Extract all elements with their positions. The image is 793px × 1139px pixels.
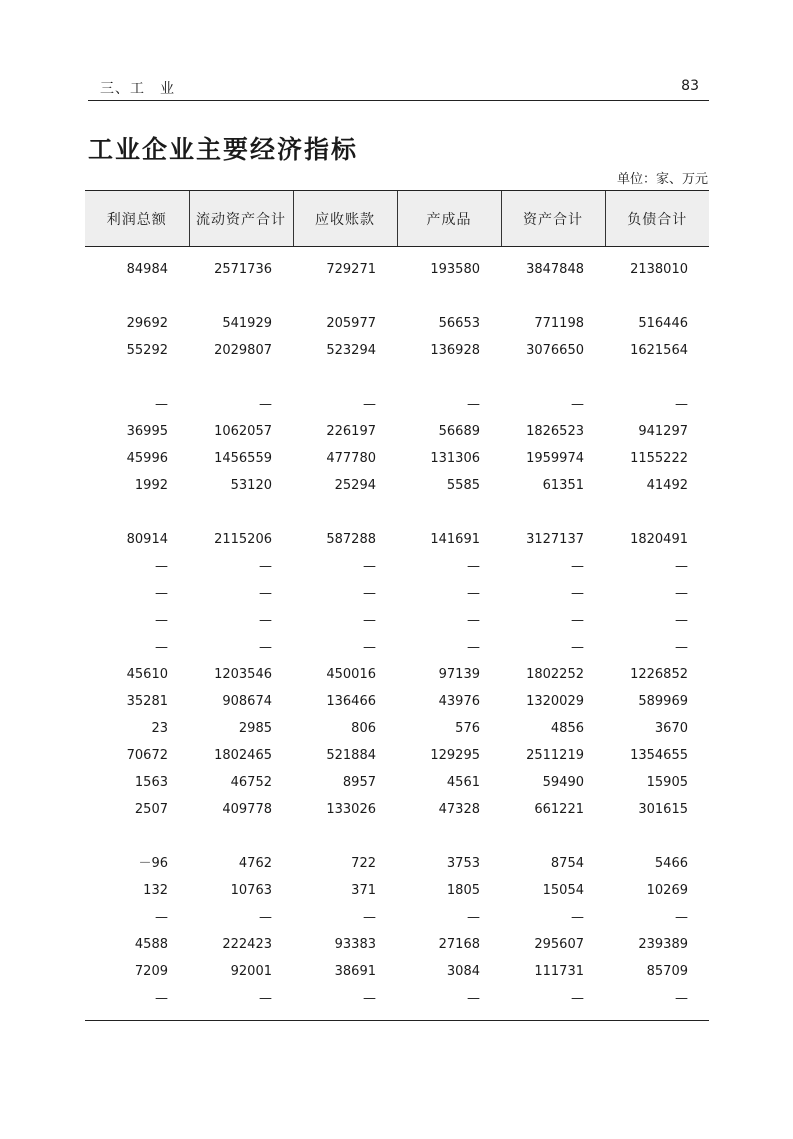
table-cell: —: [467, 559, 480, 574]
table-cell: —: [259, 613, 272, 628]
table-cell: —: [155, 559, 168, 574]
table-cell: 295607: [534, 937, 584, 952]
table-cell: —: [467, 910, 480, 925]
table-cell: 2115206: [214, 532, 272, 547]
table-cell: 7209: [134, 964, 168, 979]
table-header-row: [85, 191, 709, 247]
table-cell: 523294: [326, 343, 376, 358]
table-row: [85, 958, 709, 985]
table-cell: —: [363, 559, 376, 574]
table-cell: —: [155, 991, 168, 1006]
table-row: [85, 904, 709, 931]
table-cell: 1959974: [526, 451, 584, 466]
table-cell: 2029807: [214, 343, 272, 358]
table-cell: 59490: [542, 775, 584, 790]
table-cell: 53120: [230, 478, 272, 493]
table-row: [85, 526, 709, 553]
table-cell: —: [467, 586, 480, 601]
table-cell: 1456559: [214, 451, 272, 466]
table-cell: 301615: [638, 802, 688, 817]
table-cell: 47328: [438, 802, 480, 817]
table-cell: 4588: [134, 937, 168, 952]
table-cell: 1802252: [526, 667, 584, 682]
table-cell: —: [259, 586, 272, 601]
table-cell: 1320029: [526, 694, 584, 709]
table-cell: —: [363, 910, 376, 925]
table-cell: 15905: [646, 775, 688, 790]
table-cell: 15054: [542, 883, 584, 898]
table-cell: —: [259, 640, 272, 655]
table-cell: 516446: [638, 316, 688, 331]
table-cell: —: [571, 559, 584, 574]
table-cell: 2511219: [526, 748, 584, 763]
table-cell: 2571736: [214, 262, 272, 277]
table-row: [85, 931, 709, 958]
table-cell: 3127137: [526, 532, 584, 547]
table-row: [85, 607, 709, 634]
table-cell: 729271: [326, 262, 376, 277]
table-spacer-row: [85, 823, 709, 850]
table-cell: —: [363, 397, 376, 412]
table-cell: 521884: [326, 748, 376, 763]
table-cell: 132: [143, 883, 168, 898]
table-cell: 84984: [126, 262, 168, 277]
table-cell: 41492: [646, 478, 688, 493]
table-spacer-row: [85, 499, 709, 526]
page-number: 83: [681, 78, 699, 94]
table-cell: 36995: [126, 424, 168, 439]
spacer-cell: [85, 283, 709, 310]
table-row: [85, 247, 709, 284]
table-cell: 5466: [654, 856, 688, 871]
table-cell: —: [571, 397, 584, 412]
table-cell: 222423: [222, 937, 272, 952]
table-cell: 4856: [550, 721, 584, 736]
table-row: [85, 472, 709, 499]
table-cell: 806: [351, 721, 376, 736]
table-cell: 771198: [534, 316, 584, 331]
table-cell: —: [155, 586, 168, 601]
table-row: [85, 391, 709, 418]
table-cell: —: [363, 586, 376, 601]
table-cell: 56653: [438, 316, 480, 331]
table-cell: 4561: [446, 775, 480, 790]
table-cell: 3847848: [526, 262, 584, 277]
spacer-cell: [85, 364, 709, 391]
indicator-table: [85, 190, 709, 1012]
table-cell: —: [675, 910, 688, 925]
table-cell: 2507: [134, 802, 168, 817]
table-cell: 1203546: [214, 667, 272, 682]
table-row: [85, 985, 709, 1012]
table-cell: 43976: [438, 694, 480, 709]
table-cell: —: [155, 910, 168, 925]
table-cell: —: [467, 640, 480, 655]
table-cell: 3076650: [526, 343, 584, 358]
column-header-total-profit: 利润总额: [85, 191, 189, 247]
table-cell: —: [259, 397, 272, 412]
table-cell: —: [363, 991, 376, 1006]
table-cell: 193580: [430, 262, 480, 277]
table-cell: 93383: [334, 937, 376, 952]
table-cell: —: [675, 559, 688, 574]
table-cell: 45610: [126, 667, 168, 682]
table-cell: 661221: [534, 802, 584, 817]
table-cell: 1820491: [630, 532, 688, 547]
table-header: [85, 191, 709, 247]
table-cell: 8754: [550, 856, 584, 871]
running-header: [88, 76, 709, 101]
table-cell: 1563: [134, 775, 168, 790]
table-cell: 133026: [326, 802, 376, 817]
table-cell: 45996: [126, 451, 168, 466]
table-cell: 450016: [326, 667, 376, 682]
table-cell: 371: [351, 883, 376, 898]
indicator-table-wrapper: [85, 190, 709, 1012]
table-cell: —: [675, 640, 688, 655]
table-spacer-row: [85, 283, 709, 310]
table-cell: 4762: [238, 856, 272, 871]
table-cell: —: [675, 586, 688, 601]
table-cell: 1805: [446, 883, 480, 898]
table-row: [85, 553, 709, 580]
table-cell: 2138010: [630, 262, 688, 277]
table-spacer-row: [85, 364, 709, 391]
table-cell: 908674: [222, 694, 272, 709]
column-header-accounts-receivable: 应收账款: [293, 191, 397, 247]
table-cell: —: [467, 613, 480, 628]
table-cell: 35281: [126, 694, 168, 709]
table-cell: 8957: [342, 775, 376, 790]
table-row: [85, 661, 709, 688]
table-cell: 92001: [230, 964, 272, 979]
table-cell: －96: [138, 856, 168, 871]
table-cell: —: [675, 397, 688, 412]
table-row: [85, 418, 709, 445]
table-cell: 1062057: [214, 424, 272, 439]
table-body: [85, 247, 709, 1013]
table-cell: 136466: [326, 694, 376, 709]
table-row: [85, 796, 709, 823]
table-cell: 541929: [222, 316, 272, 331]
spacer-cell: [85, 823, 709, 850]
table-cell: 1354655: [630, 748, 688, 763]
table-cell: 5585: [446, 478, 480, 493]
table-cell: 589969: [638, 694, 688, 709]
spacer-cell: [85, 499, 709, 526]
table-cell: 61351: [542, 478, 584, 493]
table-cell: 226197: [326, 424, 376, 439]
table-cell: 3084: [446, 964, 480, 979]
section-label: 三、工 业: [100, 81, 175, 97]
table-row: [85, 877, 709, 904]
table-cell: 10269: [646, 883, 688, 898]
table-cell: 10763: [230, 883, 272, 898]
table-cell: 239389: [638, 937, 688, 952]
table-row: [85, 337, 709, 364]
table-cell: 29692: [126, 316, 168, 331]
table-cell: 1992: [134, 478, 168, 493]
table-cell: 141691: [430, 532, 480, 547]
table-cell: 97139: [438, 667, 480, 682]
table-cell: 587288: [326, 532, 376, 547]
table-cell: 1621564: [630, 343, 688, 358]
table-row: [85, 742, 709, 769]
table-cell: 1802465: [214, 748, 272, 763]
table-cell: —: [259, 991, 272, 1006]
table-cell: 56689: [438, 424, 480, 439]
table-cell: 576: [455, 721, 480, 736]
table-cell: 70672: [126, 748, 168, 763]
table-row: [85, 310, 709, 337]
table-cell: 38691: [334, 964, 376, 979]
table-cell: —: [675, 613, 688, 628]
table-cell: 136928: [430, 343, 480, 358]
table-cell: 3670: [654, 721, 688, 736]
table-cell: —: [571, 910, 584, 925]
table-cell: —: [155, 397, 168, 412]
table-cell: 131306: [430, 451, 480, 466]
table-cell: 722: [351, 856, 376, 871]
table-cell: —: [571, 991, 584, 1006]
table-cell: 80914: [126, 532, 168, 547]
column-header-finished-goods: 产成品: [397, 191, 501, 247]
table-bottom-rule: [85, 1020, 709, 1021]
table-row: [85, 634, 709, 661]
table-cell: 409778: [222, 802, 272, 817]
table-cell: 3753: [446, 856, 480, 871]
table-cell: 23: [151, 721, 168, 736]
table-cell: 2985: [238, 721, 272, 736]
table-cell: —: [467, 991, 480, 1006]
table-cell: 25294: [334, 478, 376, 493]
table-cell: 1826523: [526, 424, 584, 439]
table-cell: 129295: [430, 748, 480, 763]
unit-label: 单位：家、万元: [616, 172, 708, 187]
table-cell: 27168: [438, 937, 480, 952]
table-row: [85, 445, 709, 472]
table-cell: 477780: [326, 451, 376, 466]
table-cell: 46752: [230, 775, 272, 790]
table-cell: 941297: [638, 424, 688, 439]
table-cell: 1155222: [630, 451, 688, 466]
table-cell: 1226852: [630, 667, 688, 682]
table-cell: —: [467, 397, 480, 412]
table-row: [85, 850, 709, 877]
column-header-total-liabilities: 负债合计: [605, 191, 709, 247]
table-cell: —: [571, 640, 584, 655]
table-cell: 205977: [326, 316, 376, 331]
column-header-current-assets: 流动资产合计: [189, 191, 293, 247]
table-cell: —: [155, 613, 168, 628]
table-cell: —: [155, 640, 168, 655]
table-cell: —: [675, 991, 688, 1006]
page-title: 工业企业主要经济指标: [88, 135, 359, 164]
table-cell: —: [363, 613, 376, 628]
table-cell: 111731: [534, 964, 584, 979]
table-row: [85, 688, 709, 715]
table-row: [85, 580, 709, 607]
table-cell: 55292: [126, 343, 168, 358]
table-cell: —: [259, 910, 272, 925]
table-cell: —: [259, 559, 272, 574]
table-row: [85, 715, 709, 742]
table-cell: 85709: [646, 964, 688, 979]
column-header-total-assets: 资产合计: [501, 191, 605, 247]
table-cell: —: [571, 586, 584, 601]
table-cell: —: [363, 640, 376, 655]
table-row: [85, 769, 709, 796]
table-cell: —: [571, 613, 584, 628]
